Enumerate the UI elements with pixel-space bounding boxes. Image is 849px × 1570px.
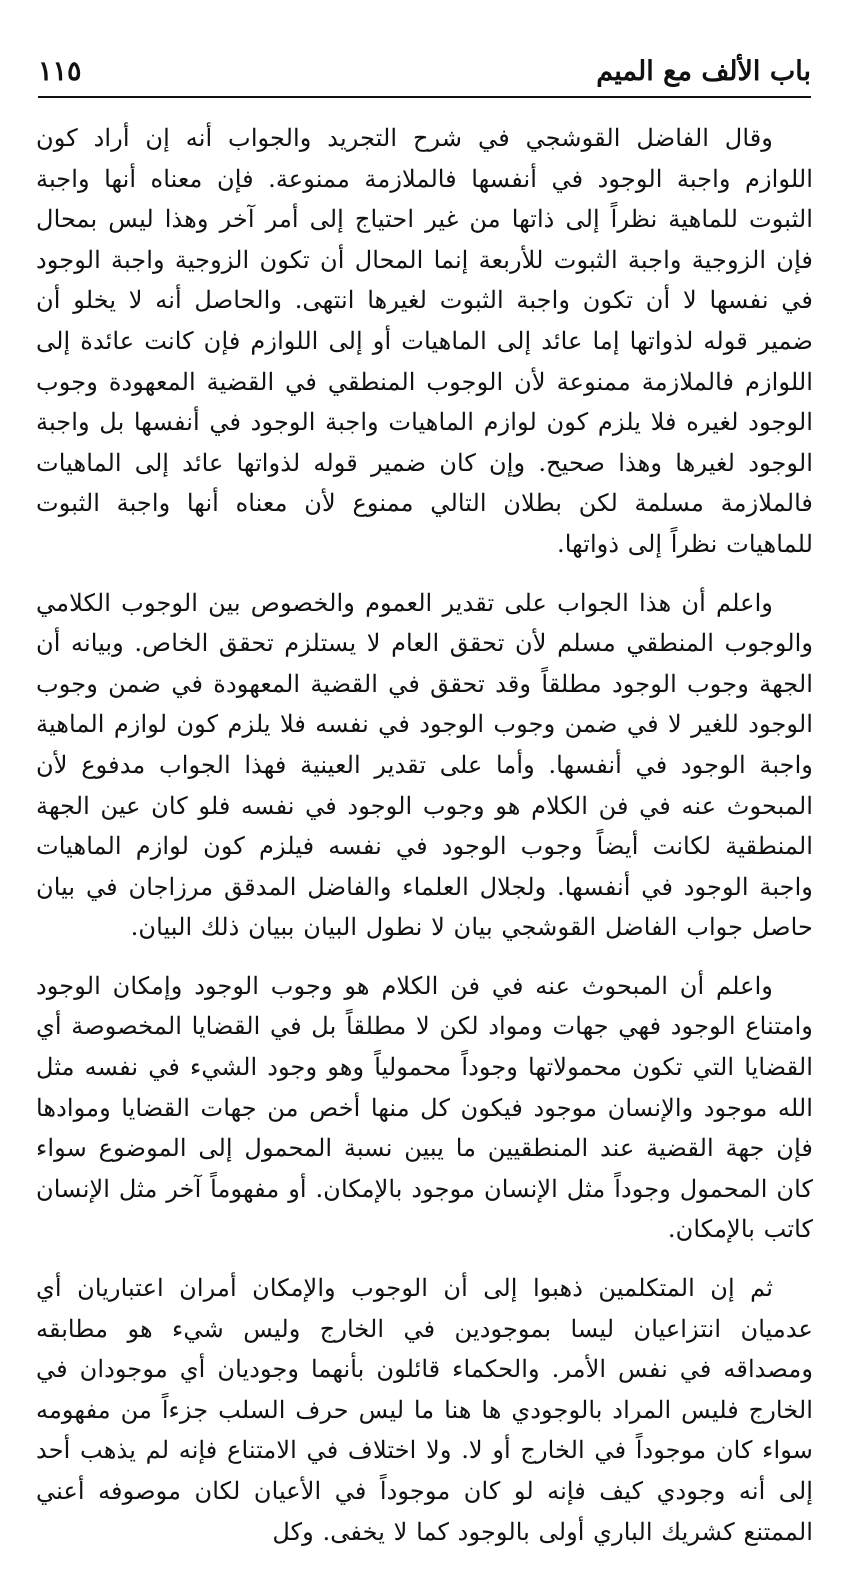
- body-text: [36, 118, 813, 1570]
- paragraph-1: وقال الفاضل القوشجي في شرح التجريد والجواب أنه إن أراد كون اللوازم واجبة الوجود في أنفسها فالملازمة ممنوعة. فإن معناه أنها واجبة الثبوت للماهية نظراً إلى ذاتها من غير احتياج إلى أمر آخر وهذا ليس بمحال فإن الزوجية واجبة الثبوت للأربعة إنما المحال أن تكون الزوجية واجبة الوجود في نفسها لا أن تكون واجبة الثبوت لغيرها انتهى. والحاصل أنه لا يخلو أن ضمير قوله لذواتها إما عائد إلى الماهيات أو إلى اللوازم فإن كانت عائدة إلى اللوازم فالملازمة ممنوعة لأن الوجوب المنطقي في القضية المعهودة وجوب الوجود لغيره فلا يلزم كون لوازم الماهيات واجبة الوجود في أنفسها بل واجبة الوجود لغيرها وهذا صحيح. وإن كان ضمير قوله لذواتها عائد إلى الماهيات فالملازمة مسلمة لكن بطلان التالي ممنوع لأن معناه أنها واجبة الثبوت للماهيات نظراً إلى ذواتها.: [36, 124, 813, 558]
- running-title: باب الألف مع الميم: [596, 56, 811, 87]
- paragraph-4: ثم إن المتكلمين ذهبوا إلى أن الوجوب والإمكان أمران اعتباريان أي عدميان انتزاعيان ليسا بموجودين في الخارج وليس شيء هو مطابقه ومصداقه في نفس الأمر. والحكماء قائلون بأنهما وجوديان أي موجودان في الخارج فليس المراد بالوجودي ها هنا ما ليس حرف السلب جزءاً من مفهومه سواء كان موجوداً في الخارج أو لا. ولا اختلاف في الامتناع فإنه لم يذهب أحد إلى أنه وجودي كيف فإنه لو كان موجوداً في الأعيان لكان موصوفه أعني الممتنع كشريك الباري أولى بالوجود كما لا يخفى. وكل: [36, 1274, 813, 1546]
- running-head: [38, 48, 811, 92]
- header-rule: [38, 96, 811, 98]
- page-number: ١١٥: [38, 56, 82, 87]
- paragraph-2: واعلم أن هذا الجواب على تقدير العموم والخصوص بين الوجوب الكلامي والوجوب المنطقي مسلم لأن تحقق العام لا يستلزم تحقق الخاص. وبيانه أن الجهة وجوب الوجود مطلقاً وقد تحقق في القضية المعهودة في ضمن وجوب الوجود للغير لا في ضمن وجوب الوجود في نفسه فلا يلزم كون لوازم الماهية واجبة الوجود في أنفسها. وأما على تقدير العينية فهذا الجواب مدفوع لأن المبحوث عنه في فن الكلام هو وجوب الوجود في نفسه فلو كان عين الجهة المنطقية لكانت أيضاً وجوب الوجود في نفسه فيلزم كون لوازم الماهيات واجبة الوجود في أنفسها. ولجلال العلماء والفاضل المدقق مرزاجان في بيان حاصل جواب الفاضل القوشجي بيان لا نطول البيان ببيان ذلك البيان.: [36, 588, 813, 942]
- paragraph-3: واعلم أن المبحوث عنه في فن الكلام هو وجوب الوجود وإمكان الوجود وامتناع الوجود فهي جهات ومواد لكن لا مطلقاً بل في القضايا المخصوصة أي القضايا التي تكون محمولاتها وجوداً محمولياً وهو وجود الشيء في نفسه مثل الله موجود والإنسان موجود فيكون كل منها أخص من جهات القضايا وموادها فإن جهة القضية عند المنطقيين ما يبين نسبة المحمول إلى الموضوع سواء كان المحمول وجوداً مثل الإنسان موجود بالإمكان. أو مفهوماً آخر مثل الإنسان كاتب بالإمكان.: [36, 971, 813, 1244]
